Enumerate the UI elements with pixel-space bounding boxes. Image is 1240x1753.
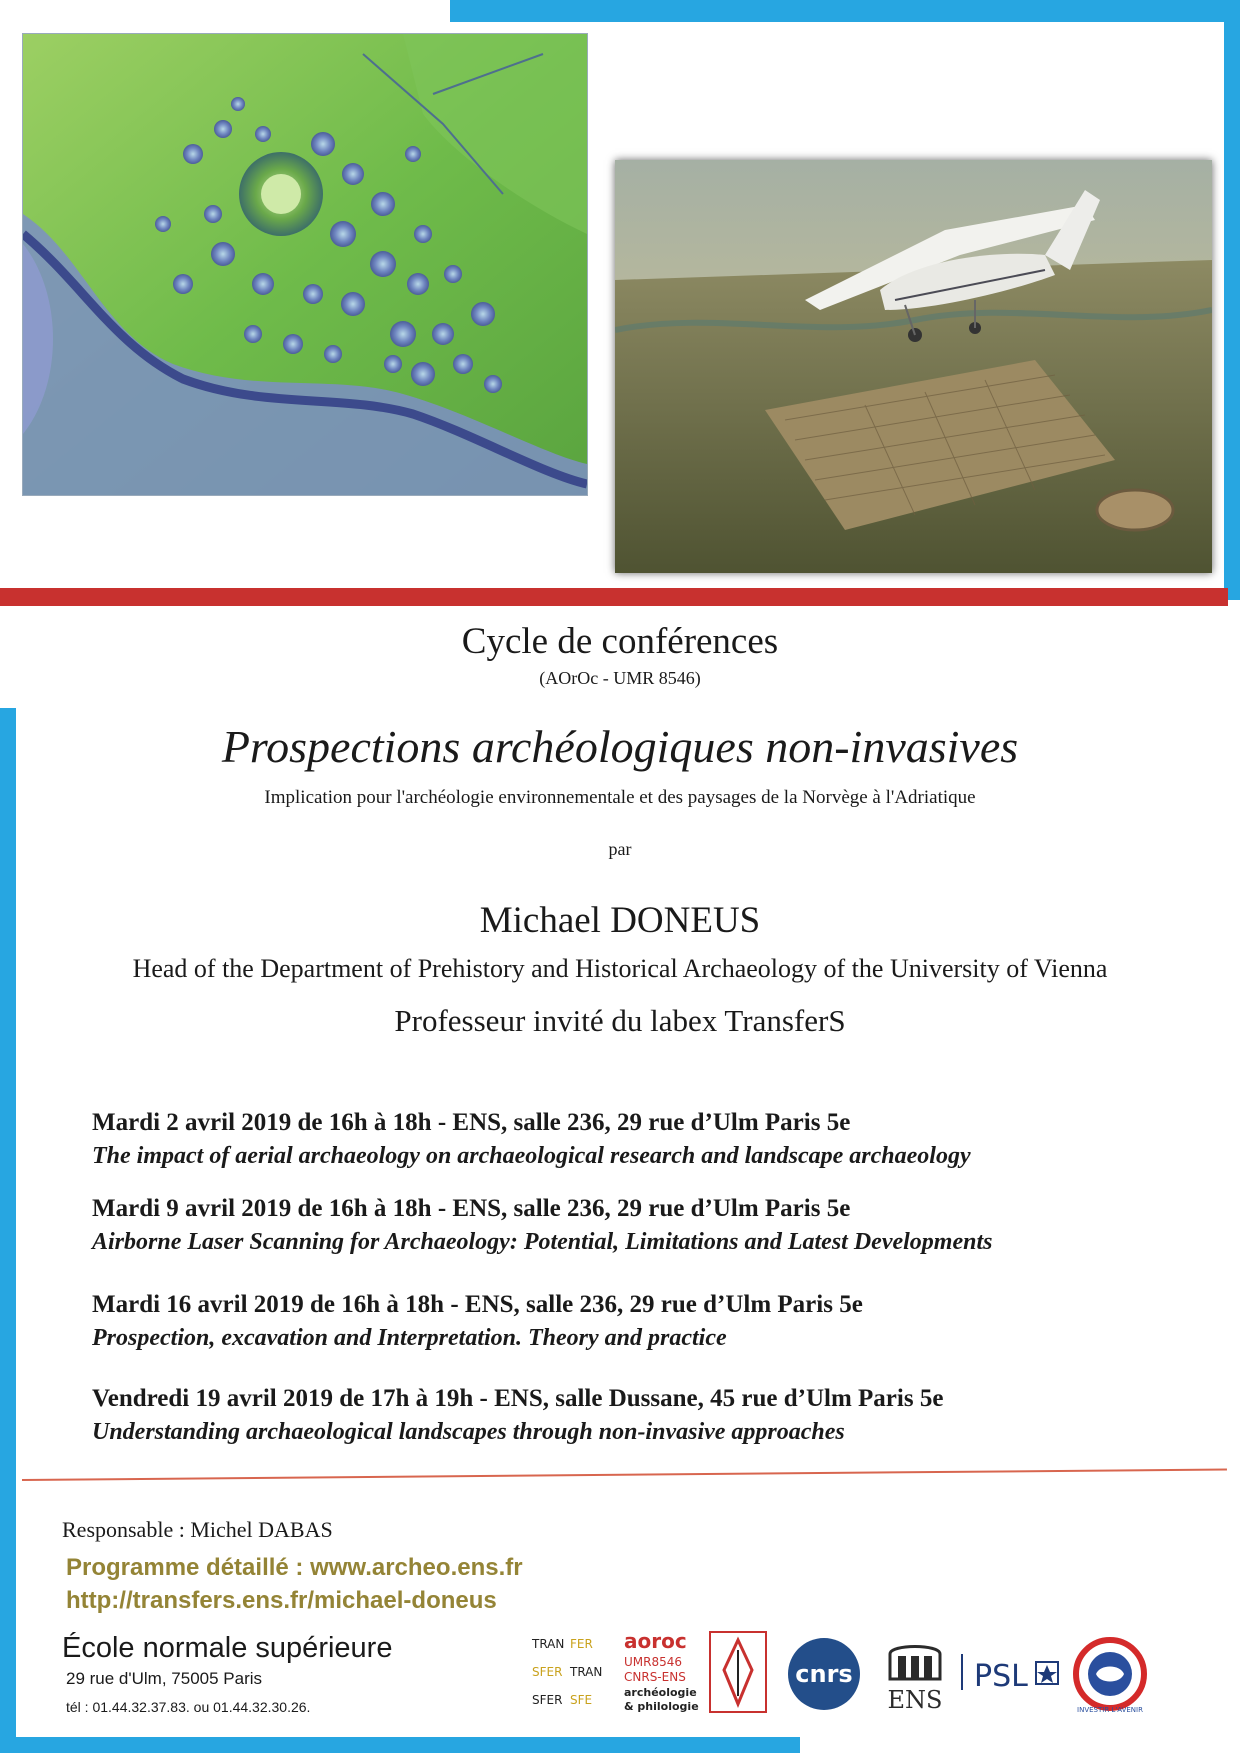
transfers-text: SFER bbox=[532, 1693, 563, 1707]
session-4 bbox=[92, 1385, 1212, 1446]
session-3 bbox=[92, 1291, 1212, 1352]
aoroc-line: CNRS-ENS bbox=[624, 1670, 686, 1684]
psl-logo bbox=[960, 1650, 1060, 1700]
session-topic: The impact of aerial archaeology on archaeological research and landscape archaeology bbox=[92, 1143, 971, 1169]
aoroc-logo bbox=[620, 1630, 700, 1714]
aoroc-line: UMR8546 bbox=[624, 1655, 683, 1669]
cnrs-text: cnrs bbox=[795, 1660, 853, 1688]
top-blue-bar bbox=[450, 0, 1240, 22]
transfers-logo bbox=[530, 1632, 610, 1712]
transfers-text: SFE bbox=[570, 1693, 593, 1707]
session-when: Mardi 2 avril 2019 de 16h à 18h - ENS, salle 236, 29 rue d’Ulm Paris 5e bbox=[92, 1109, 851, 1136]
unit-label: (AOrOc - UMR 8546) bbox=[539, 668, 701, 688]
session-2 bbox=[92, 1195, 1212, 1256]
transfers-text: FER bbox=[570, 1637, 593, 1651]
aerial-plane-city-image bbox=[615, 160, 1212, 573]
right-blue-bar bbox=[1224, 0, 1240, 600]
transfers-text: TRAN bbox=[570, 1665, 603, 1679]
pen-nib-icon bbox=[708, 1630, 768, 1714]
transfers-text: TRAN bbox=[532, 1637, 565, 1651]
by-label: par bbox=[608, 839, 632, 859]
session-topic: Airborne Laser Scanning for Archaeology: Potential, Limitations and Latest Developments bbox=[92, 1229, 993, 1255]
programme-link[interactable]: Programme détaillé : www.archeo.ens.fr bbox=[66, 1554, 523, 1581]
ens-logo bbox=[880, 1634, 950, 1714]
ens-text: ENS bbox=[887, 1686, 943, 1714]
transfers-text: SFER bbox=[532, 1665, 563, 1679]
speaker-invite: Professeur invité du labex TransferS bbox=[394, 1003, 846, 1038]
session-when: Mardi 16 avril 2019 de 16h à 18h - ENS, salle 236, 29 rue d’Ulm Paris 5e bbox=[92, 1291, 863, 1318]
school-address: 29 rue d'Ulm, 75005 Paris bbox=[66, 1669, 263, 1688]
speaker-page-link[interactable]: http://transfers.ens.fr/michael-doneus bbox=[66, 1587, 497, 1614]
page-subtitle: Implication pour l'archéologie environnementale et des paysages de la Norvège à l'Adriatique bbox=[264, 787, 976, 808]
cycle-heading: Cycle de conférences bbox=[461, 621, 779, 662]
aoroc-line: archéologie bbox=[624, 1686, 697, 1699]
speaker-name: Michael DONEUS bbox=[479, 900, 761, 941]
session-1 bbox=[92, 1109, 1212, 1170]
session-when: Mardi 9 avril 2019 de 16h à 18h - ENS, salle 236, 29 rue d’Ulm Paris 5e bbox=[92, 1195, 851, 1222]
cnrs-logo bbox=[786, 1636, 862, 1712]
page-title: Prospections archéologiques non-invasives bbox=[221, 721, 1019, 772]
red-divider-band bbox=[0, 588, 1228, 606]
aoroc-line: & philologie bbox=[624, 1700, 699, 1713]
footer-divider-line bbox=[22, 1468, 1227, 1481]
session-topic: Prospection, excavation and Interpretation. Theory and practice bbox=[92, 1325, 727, 1351]
investir-avenir-logo bbox=[1070, 1634, 1150, 1714]
lidar-terrain-image bbox=[22, 33, 588, 496]
school-name: École normale supérieure bbox=[62, 1632, 393, 1664]
session-topic: Understanding archaeological landscapes through non-invasive approaches bbox=[92, 1419, 845, 1445]
school-phone: tél : 01.44.32.37.83. ou 01.44.32.30.26. bbox=[66, 1699, 311, 1715]
left-blue-bar bbox=[0, 708, 16, 1753]
speaker-role: Head of the Department of Prehistory and Historical Archaeology of the University of Vienna bbox=[132, 954, 1108, 983]
session-when: Vendredi 19 avril 2019 de 17h à 19h - ENS, salle Dussane, 45 rue d’Ulm Paris 5e bbox=[92, 1385, 944, 1412]
investir-text: INVESTIR L'AVENIR bbox=[1077, 1706, 1143, 1714]
aoroc-name: aoroc bbox=[624, 1630, 687, 1653]
bottom-blue-bar bbox=[0, 1737, 800, 1753]
responsable-label: Responsable : Michel DABAS bbox=[62, 1517, 333, 1542]
psl-text: PSL bbox=[974, 1659, 1028, 1694]
